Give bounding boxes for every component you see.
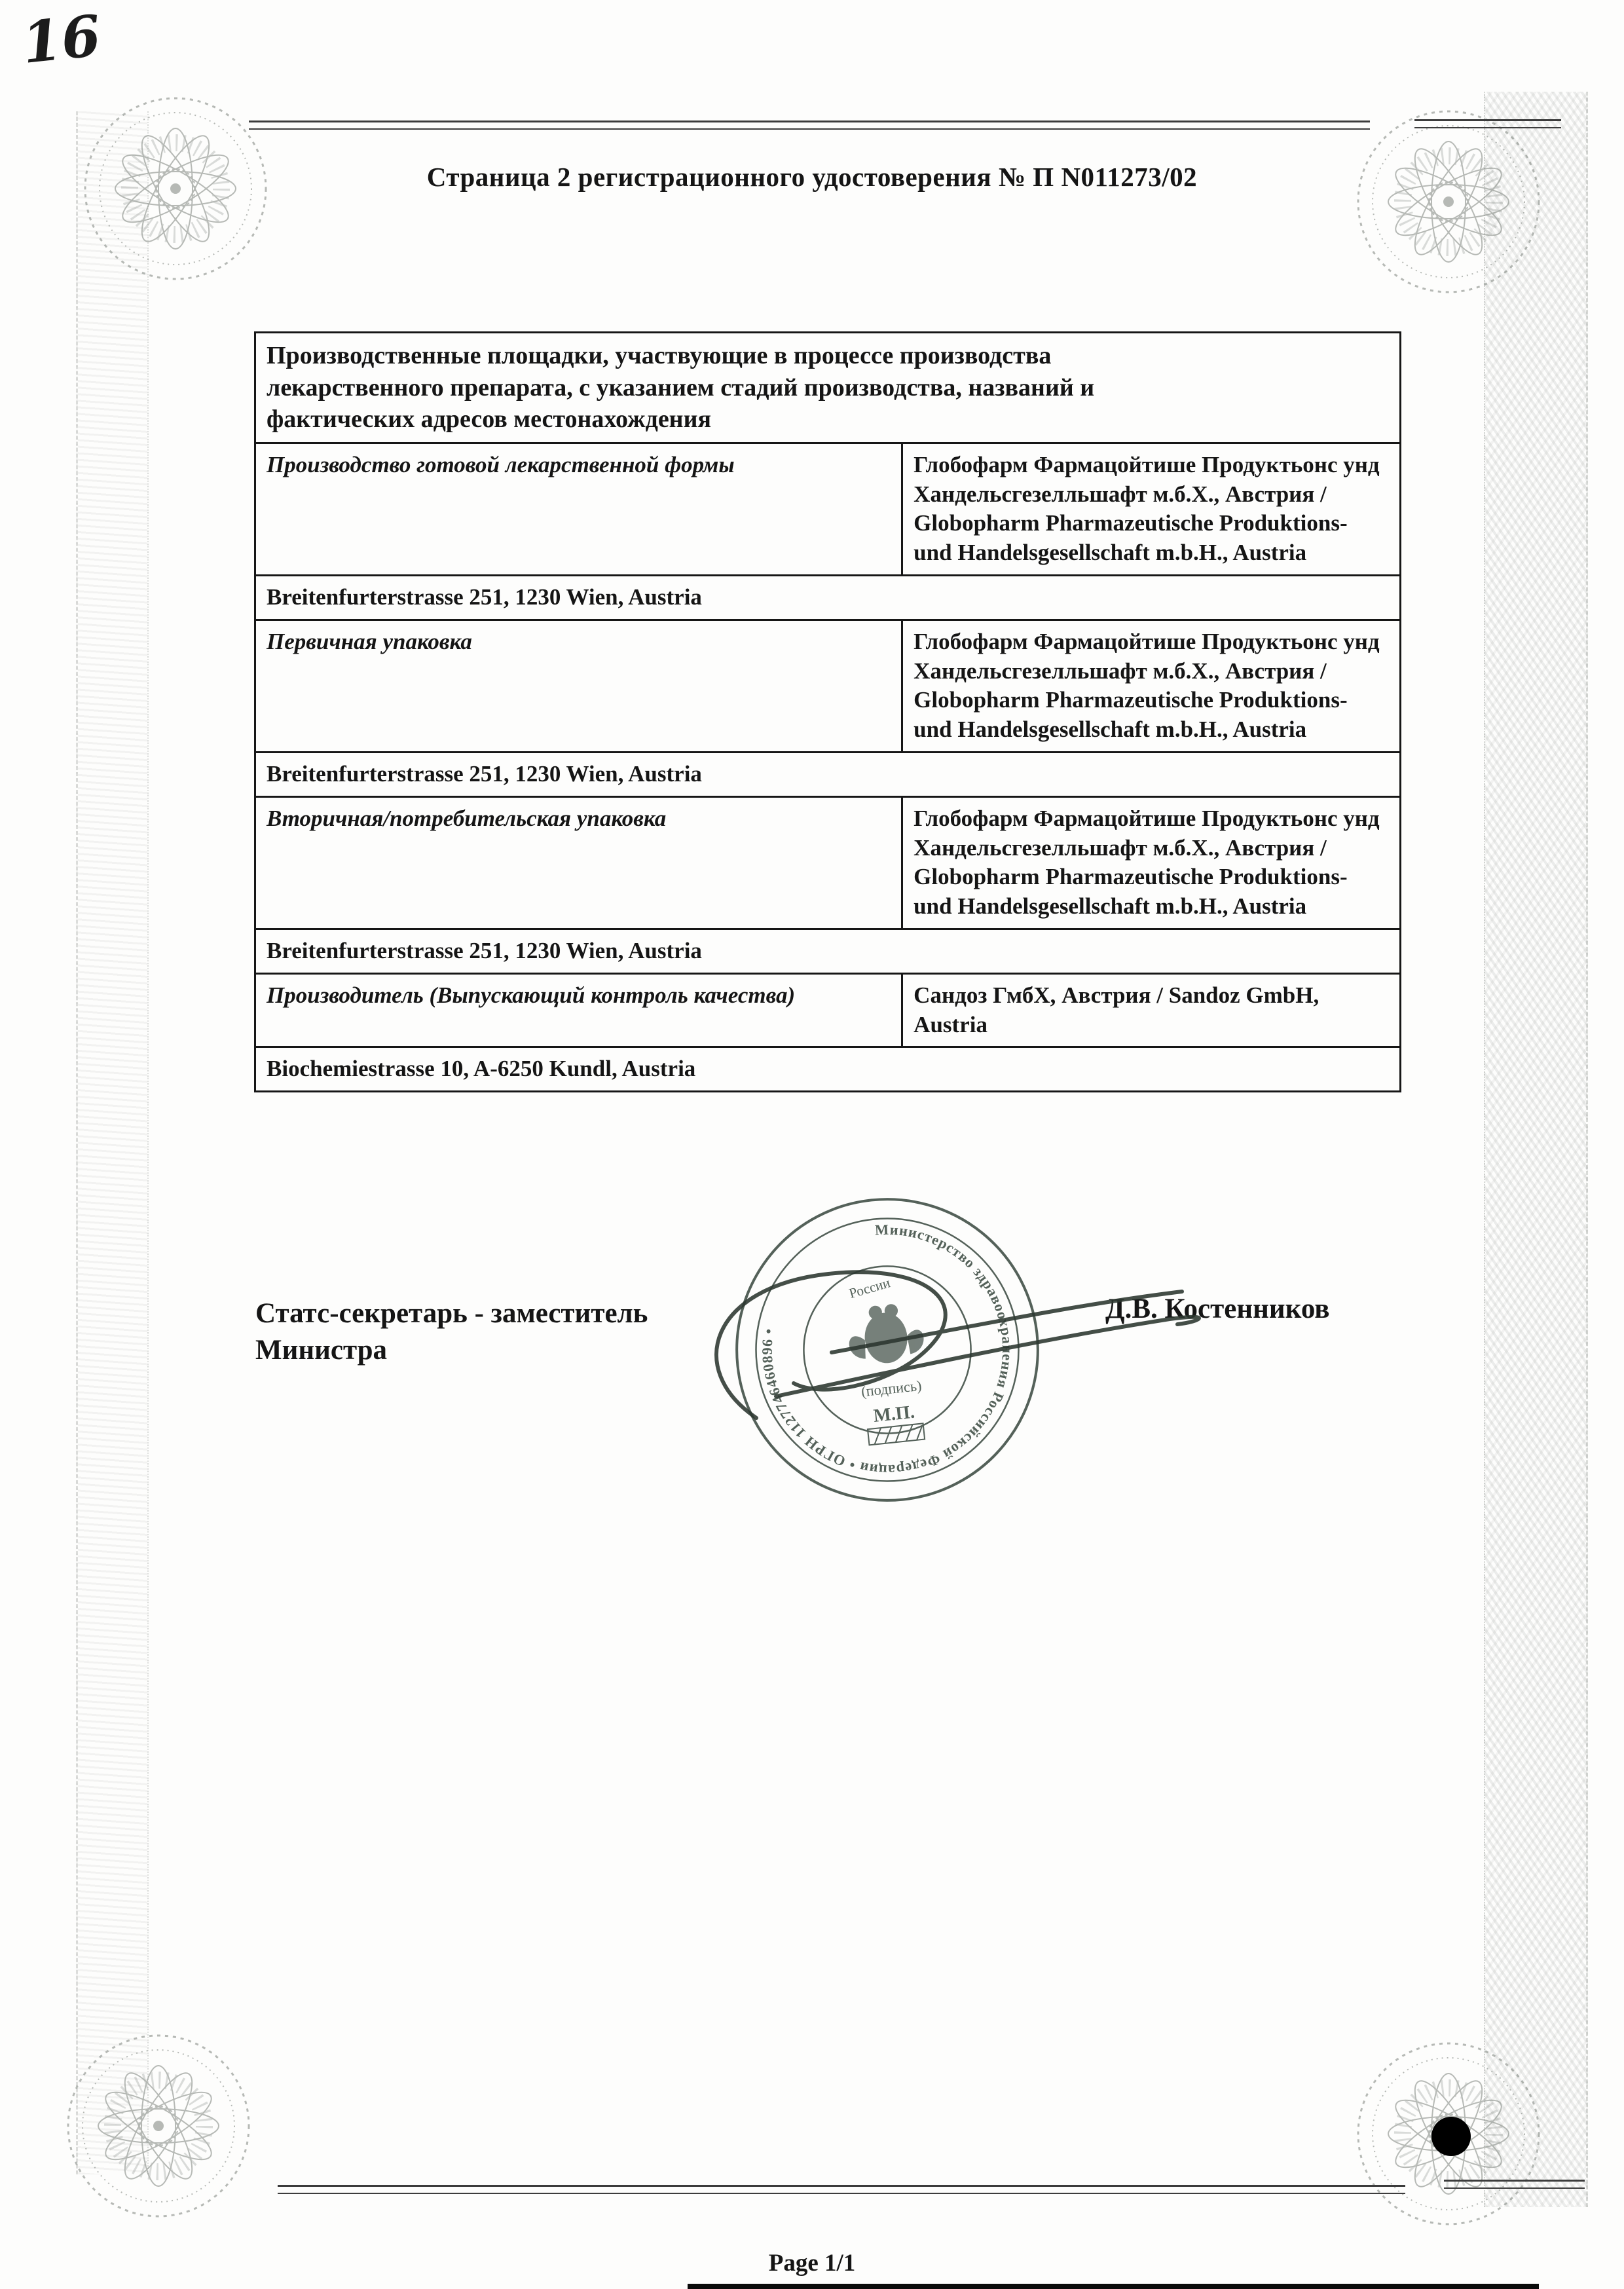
corner-rosette-bottom-left bbox=[60, 2028, 257, 2224]
table-row-value: Глобофарм Фармацойтише Продуктьонс унд Хандельсгезелльшафт м.б.Х., Австрия / Globopharm Pharmazeutische Produktions- und Handelsgesellschaft m.b.H., Austria bbox=[902, 620, 1401, 752]
table-row-address: Breitenfurterstrasse 251, 1230 Wien, Austria bbox=[255, 576, 1401, 620]
table-row-address: Breitenfurterstrasse 251, 1230 Wien, Austria bbox=[255, 929, 1401, 974]
page-title: Страница 2 регистрационного удостоверения № П N011273/02 bbox=[426, 162, 1198, 192]
manufacturing-sites-table bbox=[254, 331, 1401, 1092]
page-footer: Page 1/1 bbox=[768, 2250, 856, 2277]
corner-rosette-top-right bbox=[1350, 103, 1547, 300]
signatory-name: Д.В. Костенников bbox=[1105, 1293, 1330, 1324]
seal-inner-top-text: России bbox=[847, 1275, 893, 1302]
table-row-label: Производство готовой лекарственной формы bbox=[255, 443, 902, 575]
scan-edge-strip bbox=[688, 2284, 1539, 2289]
table-row-label: Вторичная/потребительская упаковка bbox=[255, 796, 902, 929]
guilloche-border-right bbox=[1484, 92, 1588, 2207]
seal-stamp-label: М.П. bbox=[872, 1402, 916, 1426]
table-row-label: Первичная упаковка bbox=[255, 620, 902, 752]
guilloche-border-left bbox=[76, 111, 149, 2174]
bottom-rule bbox=[278, 2185, 1405, 2194]
table-header-text: Производственные площадки, участвующие в процессе производства лекарственного препарата, с указанием стадий производства, названий и фактических адресов местонахождения bbox=[267, 342, 1095, 434]
top-rule-right-segment bbox=[1414, 119, 1561, 128]
top-rule bbox=[249, 121, 1370, 130]
seal-ring-text: Министерство здравоохранения Российской Федерации • ОГРН 1127746460896 • bbox=[758, 1221, 1016, 1479]
signatory-title: Статс-секретарь - заместитель Министра bbox=[255, 1298, 648, 1366]
table-row-address: Biochemiestrasse 10, A-6250 Kundl, Austria bbox=[255, 1047, 1401, 1092]
seal-signature-label: (подпись) bbox=[860, 1377, 923, 1400]
seal-emblem-eagle bbox=[845, 1301, 926, 1368]
bottom-rule-right-segment bbox=[1444, 2180, 1585, 2189]
official-seal bbox=[712, 1175, 1062, 1525]
table-row-value: Сандоз ГмбХ, Австрия / Sandoz GmbH, Austria bbox=[902, 973, 1401, 1047]
handwritten-page-mark: 16 bbox=[19, 3, 104, 77]
table-row-value: Глобофарм Фармацойтише Продуктьонс унд Хандельсгезелльшафт м.б.Х., Австрия / Globopharm Pharmazeutische Produktions- und Handelsgesellschaft m.b.H., Austria bbox=[902, 443, 1401, 575]
table-header-cell bbox=[255, 333, 1401, 443]
table-row-label: Производитель (Выпускающий контроль качества) bbox=[255, 973, 902, 1047]
table-row-value: Глобофарм Фармацойтише Продуктьонс унд Хандельсгезелльшафт м.б.Х., Австрия / Globopharm Pharmazeutische Produktions- und Handelsgesellschaft m.b.H., Austria bbox=[902, 796, 1401, 929]
seal-hatch-box bbox=[868, 1423, 925, 1445]
hole-punch-mark bbox=[1431, 2117, 1471, 2156]
table-row-address: Breitenfurterstrasse 251, 1230 Wien, Austria bbox=[255, 753, 1401, 797]
